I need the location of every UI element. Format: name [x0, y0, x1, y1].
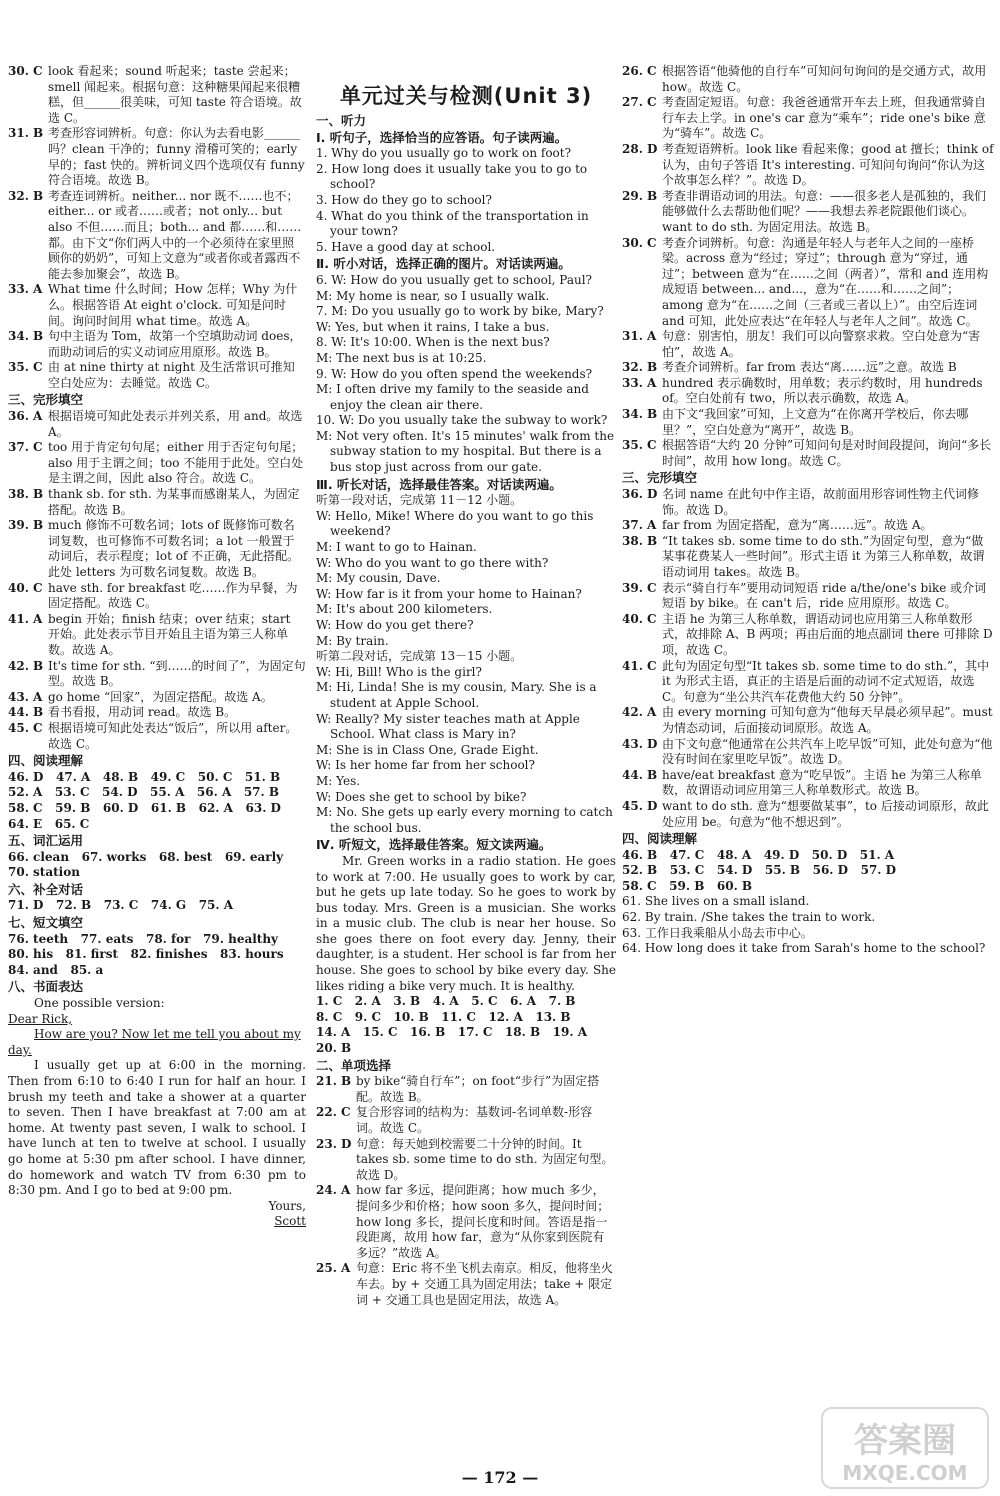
question-line: 1. Why do you usually go to work on foot? [316, 146, 572, 161]
answer-explanation: much 修饰不可数名词；lots of 既修饰可数名词复数，也可修饰不可数名词；a lot 一般置于动词后，表示程度；lot of 不正确，无此搭配。此处 letters 为可数名词复数。故选 B。 [48, 518, 300, 579]
section-heading-writing: 八、书面表达 [8, 979, 84, 995]
answer-item [622, 659, 994, 706]
listening-answers-3: 14. A 15. C 16. B 17. C 18. B 19. A [316, 1025, 588, 1040]
listening-answers-1: 1. C 2. A 3. B 4. A 5. C 6. A 7. B [316, 994, 576, 1009]
answer-item [8, 659, 306, 690]
answer-explanation: look 看起来；sound 听起来；taste 尝起来；smell 闻起来。根据句意：这种糖果闻起来很糟糕，但______很美味，可知 taste 符合语境。故选 C。 [48, 64, 302, 125]
section-heading-listening: 一、听力 [316, 113, 367, 128]
answer-item [622, 236, 994, 330]
answer-number: 37. A [622, 518, 657, 533]
answer-item [622, 329, 994, 360]
dialogue-line: M: My home is near, so I usually walk. [316, 288, 550, 303]
answer-number: 44. B [622, 767, 658, 782]
answer-item [622, 407, 994, 438]
column-left [8, 64, 306, 1230]
reading-answers [8, 770, 306, 832]
dialogue-line: M: The next bus is at 10:25. [316, 350, 487, 365]
question-line: 2. How long does it usually take you to go to school? [316, 161, 588, 192]
answer-number: 26. C [622, 64, 657, 78]
answer-explanation: 句中主语为 Tom，故第一个空填助动词 does，而助动词后的实义动词应用原形。故选 B。 [48, 329, 302, 359]
answer-item [622, 612, 994, 659]
dialogue-line: W: How do you get there? [316, 618, 474, 632]
dialogue-line: W: Is her home far from her school? [316, 758, 535, 773]
answer-item [8, 64, 306, 126]
dialogue-line: 10. W: Do you usually take the subway to work? [316, 413, 608, 428]
answer-number: 30. C [8, 64, 43, 78]
answer-item [8, 189, 306, 283]
answer-list-36-45 [8, 409, 306, 752]
page-number: — 172 — [461, 1468, 539, 1487]
answer-item [316, 1074, 616, 1105]
dialogue-line: W: Hi, Bill! Who is the girl? [316, 664, 482, 679]
answer-row: 52. A 53. C 54. D 55. A 56. A 57. B [8, 785, 280, 800]
dialogue-line: M: It's about 200 kilometers. [316, 602, 493, 617]
listening-part-3: Ⅲ. 听长对话，选择最佳答案。对话读两遍。 [316, 476, 562, 492]
answer-number: 33. A [8, 282, 43, 297]
answer-explanation: go home “回家”，为固定搭配。故选 A。 [48, 689, 273, 704]
vocab-answers [8, 850, 306, 881]
answer-item [8, 329, 306, 360]
text-answer-line: 64. How long does it take from Sarah's home to the school? [622, 941, 986, 956]
answer-item [622, 737, 994, 768]
answer-number: 40. C [622, 611, 657, 626]
section-heading-passage-fill: 七、短文填空 [8, 915, 84, 931]
dialogue-line: 6. W: How do you usually get to school, Paul? [316, 272, 592, 287]
answer-explanation: 考查固定短语。句意：我爸爸通常开车去上班，但我通常骑自行车去上学。in one's car 意为“乘车”；ride one's bike 意为“骑车”。故选 C。 [662, 95, 987, 141]
letter-opening: How are you? Now let me tell you about my day. [8, 1027, 301, 1057]
watermark-main: 答案圈 [854, 1421, 956, 1461]
answer-number: 28. D [622, 141, 658, 156]
text-answer-line: 63. 工作日我乘船从小岛去市中心。 [622, 925, 813, 940]
answer-list-21-25 [316, 1074, 616, 1308]
answer-row: 64. E 65. C [8, 816, 90, 831]
listening-short-dialogues [316, 273, 616, 476]
answer-explanation: too 用于肯定句句尾；either 用于否定句句尾；also 用于主谓之间；too 不能用于此处。空白处是主谓之间，因此 also 符合。故选 C。 [48, 440, 304, 486]
answer-explanation: 根据语境可知此处表示并列关系，用 and。故选 A。 [48, 409, 303, 439]
listening-answers-4: 20. B [316, 1041, 352, 1056]
section-heading-dialogue: 六、补全对话 [8, 881, 84, 897]
answer-item [622, 518, 994, 534]
dialogue-line: W: How far is it from your home to Hainan? [316, 586, 582, 601]
listening-answers-2: 8. C 9. C 10. B 11. C 12. A 13. B [316, 1009, 571, 1024]
answer-row: 46. B 47. C 48. A 49. D 50. D 51. A [622, 847, 895, 862]
answer-explanation: hundred 表示确数时，用单数；表示约数时，用 hundreds of。空白处前有 two，所以表示确数，故选 A。 [662, 375, 983, 406]
watermark-logo [820, 1404, 990, 1492]
dialogue-line: 9. W: How do you often spend the weekends? [316, 366, 593, 381]
column-right [622, 64, 994, 957]
answer-explanation: 考查介词辨析。句意：沟通是年轻人与老年人之间的一座桥梁。across 意为“经过；穿过”；through 意为“穿过，通过”；between 意为“在……之间（两者）”，常和 and 连用构成短语 between... and...，意为“在……和……之间”；among 意为“在……之间（三者或三者以上）”。由空后连词 and 可知，此处应表达“在年轻人与老年人之间”。故选 C。 [662, 235, 989, 328]
answer-number: 21. B [316, 1074, 352, 1089]
answer-explanation: begin 开始；finish 结束；over 结束；start 开始。此处表示节目开始且主语为第三人称单数。故选 A。 [48, 611, 291, 657]
answer-explanation: 名词 name 在此句中作主语，故前面用形容词性物主代词修饰。故选 D。 [662, 487, 979, 517]
answer-row: 76. teeth 77. eats 78. for 79. healthy [8, 931, 279, 946]
answer-row: 80. his 81. first 82. finishes 83. hours [8, 947, 284, 962]
dialogue-line: W: Who do you want to go there with? [316, 555, 549, 570]
dialogue-line: M: Yes. [316, 773, 361, 788]
answer-explanation: 根据语境可知此处表达“饭后”，所以用 after。故选 C。 [48, 720, 298, 751]
dialogue-answers [8, 898, 306, 914]
answer-item [8, 282, 306, 329]
section-heading-reading: 四、阅读理解 [8, 753, 84, 769]
answer-item [8, 612, 306, 659]
answer-number: 43. D [622, 736, 658, 751]
answer-explanation: 考查短语辨析。look like 看起来像；good at 擅长；think of 认为，由句子答语 It's interesting. 可知问句询问“你认为这个故事怎么样？”。故选 D。 [662, 141, 994, 188]
answer-number: 43. A [8, 689, 43, 704]
text-answer-line: 61. She lives on a small island. [622, 894, 810, 909]
answer-item [8, 581, 306, 612]
answer-number: 41. C [622, 658, 657, 673]
answer-explanation: 根据答语“大约 20 分钟”可知问句是对时间段提问，询问“多长时间”，故用 how long。故选 C。 [662, 438, 992, 468]
answer-item [622, 142, 994, 189]
answer-explanation: 考查介词辨析。far from 表达“离……远”之意。故选 B [662, 360, 957, 375]
column-middle [316, 82, 616, 1308]
section-heading-cloze: 三、完形填空 [8, 392, 84, 408]
dialogue-line: M: She is in Class One, Grade Eight. [316, 742, 539, 757]
answer-list-36-45-b [622, 487, 994, 830]
text-answer-line: 62. By train. /She takes the train to work. [622, 910, 876, 925]
answer-explanation: 看书看报，用动词 read。故选 B。 [48, 705, 237, 720]
answer-number: 32. B [8, 188, 44, 203]
answer-explanation: 根据答语“他骑他的自行车”可知问句询问的是交通方式，故用 how。故选 C。 [662, 64, 987, 94]
answer-item [316, 1261, 616, 1308]
answer-explanation: 复合形容词的结构为：基数词-名词单数-形容词。故选 C。 [356, 1105, 593, 1135]
answer-explanation: 句意：别害怕，朋友！我们可以向警察求救。空白处意为“害怕”，故选 A。 [662, 329, 981, 359]
answer-number: 36. D [622, 487, 658, 502]
answer-explanation: 句意：每天她到校需要二十分钟的时间。It takes sb. some time to do sth. 为固定句型。故选 D。 [356, 1136, 614, 1182]
answer-explanation: far from 为固定搭配，意为“离……远”。故选 A。 [662, 518, 933, 533]
answer-item [8, 721, 306, 752]
answer-row: 58. C 59. B 60. B [622, 878, 753, 893]
answer-row: 71. D 72. B 73. C 74. G 75. A [8, 898, 234, 913]
answer-item [8, 518, 306, 580]
answer-item [8, 487, 306, 518]
section-heading-cloze-2: 三、完形填空 [622, 470, 698, 486]
answer-item [622, 705, 994, 736]
answer-explanation: “It takes sb. some time to do sth.”为固定句型，意为“做某事花费某人一些时间”。形式主语 it 为第三人称单数，故谓语动词用 takes。故选 B。 [662, 533, 985, 579]
answer-explanation: 此句为固定句型“It takes sb. some time to do sth.”，其中 it 为形式主语，真正的主语是后面的动词不定式短语，故选 C。句意为“坐公共汽车花费他大约 50 分钟”。 [662, 658, 990, 704]
answer-explanation: 句意：Eric 将不坐飞机去南京。相反，他将坐火车去。by + 交通工具为固定用法；take + 限定词 + 交通工具也是固定用法，故选 A。 [356, 1261, 613, 1307]
answer-item [8, 126, 306, 188]
answer-item [316, 1137, 616, 1184]
answer-row: 84. and 85. a [8, 962, 104, 977]
answer-item [622, 189, 994, 236]
answer-number: 23. D [316, 1136, 352, 1151]
answer-explanation: have sth. for breakfast 吃……作为早餐，为固定搭配。故选 C。 [48, 580, 298, 611]
dialogue-2-instruction: 听第二段对话，完成第 13－15 小题。 [316, 649, 523, 664]
dialogue-line: M: I often drive my family to the seaside and enjoy the clean air there. [316, 382, 589, 412]
answer-explanation: how far 多远，提问距离；how much 多少，提问多少和价格；how soon 多久，提问时间；how long 多长，提问长度和时间。答语是指一段距离，故用 how far，意为“从你家到医院有多远？”故选 A。 [356, 1183, 610, 1260]
answer-row: 46. D 47. A 48. B 49. C 50. C 51. B [8, 769, 281, 784]
answer-number: 38. B [8, 487, 44, 502]
dialogue-line: M: By train. [316, 633, 389, 648]
answer-explanation: have/eat breakfast 意为“吃早饭”。主语 he 为第三人称单数，故谓语动词应用第三人称单数形式。故选 B。 [662, 767, 982, 798]
unit-title: 单元过关与检测(Unit 3) [339, 84, 593, 108]
dialogue-line: M: No. She gets up early every morning to catch the school bus. [316, 805, 613, 835]
dialogue-1-instruction: 听第一段对话，完成第 11－12 小题。 [316, 493, 523, 508]
answer-explanation: 由下文句意“他通常在公共汽车上吃早饭”可知，此处句意为“他没有时间在家里吃早饭”。故选 D。 [662, 736, 993, 767]
answer-item [622, 438, 994, 469]
answer-number: 38. B [622, 533, 658, 548]
dialogue-line: M: Not very often. It's 15 minutes' walk from the subway station to my hospital. But there is a bus stop just across from our gate. [316, 428, 615, 475]
answer-explanation: 主语 he 为第三人称单数，谓语动词也应用第三人称单数形式，故排除 A、B 两项；再由后面的地点副词 there 可排除 D 项，故选 C。 [662, 611, 993, 657]
reading-answers-2 [622, 848, 994, 895]
dialogue-line: W: Yes, but when it rains, I take a bus. [316, 319, 550, 334]
reading-text-answers [622, 894, 994, 956]
dialogue-line: 8. W: It's 10:00. When is the next bus? [316, 335, 550, 350]
answer-number: 42. B [8, 658, 44, 673]
answer-item [8, 409, 306, 440]
answer-item [622, 376, 994, 407]
letter-signature: Scott [274, 1214, 306, 1229]
listening-part-1: Ⅰ. 听句子，选择恰当的应答语。句子读两遍。 [316, 129, 568, 145]
answer-item [622, 487, 994, 518]
dialogue-line: W: Hello, Mike! Where do you want to go this weekend? [316, 508, 594, 539]
answer-number: 24. A [316, 1183, 351, 1198]
answer-item [622, 581, 994, 612]
listening-part-4: Ⅳ. 听短文，选择最佳答案。短文读两遍。 [316, 837, 552, 853]
answer-item [622, 360, 994, 376]
answer-number: 29. B [622, 188, 658, 203]
answer-item [8, 440, 306, 487]
answer-number: 40. C [8, 580, 43, 595]
dialogue-line: 7. M: Do you usually go to work by bike, Mary? [316, 304, 604, 319]
listening-part-2: Ⅱ. 听小对话，选择正确的图片。对话读两遍。 [316, 256, 571, 272]
answer-number: 39. B [8, 518, 44, 533]
answer-number: 31. B [8, 126, 44, 141]
answer-explanation: 表示“骑自行车”要用动词短语 ride a/the/one's bike 或介词短语 by bike。在 can't 后，ride 应用原形。故选 C。 [662, 580, 987, 611]
passage-fill-answers [8, 932, 306, 979]
dialogue-line: M: Hi, Linda! She is my cousin, Mary. She is a student at Apple School. [316, 680, 597, 710]
answer-explanation: It's time for sth. “到……的时间了”，为固定句型。故选 B。 [48, 658, 306, 689]
answer-item [316, 1183, 616, 1261]
answer-number: 45. D [622, 798, 658, 813]
answer-explanation: 由下文“我回家”可知，上文意为“在你离开学校后，你去哪里？”，空白处意为“离开”，故选 B。 [662, 407, 969, 437]
answer-number: 45. C [8, 720, 43, 735]
letter-closing: Yours, [268, 1198, 306, 1213]
answer-item [622, 799, 994, 830]
answer-explanation: 考查非谓语动词的用法。句意：——很多老人是孤独的，我们能够做什么去帮助他们呢？——我想去养老院跟他们谈心。want to do sth. 为固定用法。故选 B。 [662, 188, 987, 234]
answer-item [8, 705, 306, 721]
answer-number: 34. B [622, 407, 658, 422]
answer-explanation: thank sb. for sth. 为某事而感谢某人，为固定搭配。故选 B。 [48, 487, 300, 517]
answer-explanation: What time 什么时间；How 怎样；Why 为什么。根据答语 At eight o'clock. 可知是问时间。询问时间用 what time。故选 A。 [48, 282, 298, 328]
answer-explanation: 考查形容词辨析。句意：你认为去看电影______吗？clean 干净的；funny 滑稽可笑的；early 早的；fast 快的。辨析词义四个选项仅有 funny 符合语境。故选 B。 [48, 126, 305, 188]
answer-number: 39. C [622, 580, 657, 595]
version-label: One possible version: [34, 996, 165, 1011]
answer-item [8, 690, 306, 706]
answer-row: 70. station [8, 865, 80, 880]
dialogue-line: M: My cousin, Dave. [316, 571, 441, 586]
answer-row: 58. C 59. B 60. D 61. B 62. A 63. D [8, 800, 281, 815]
dialogue-1 [316, 509, 616, 649]
dialogue-line: W: Really? My sister teaches math at Apple School. What class is Mary in? [316, 711, 580, 742]
letter-body: I usually get up at 6:00 in the morning. Then from 6:10 to 6:40 I run for half an hour. I brush my teeth and take a shower at a quarter to seven. Then I have breakfast at 7:00 am at home. At twenty past seven, I walk to school. I have lunch at ten to twelve at school. I usually go home at 5:30 pm after school. I have dinner, do homework and watch TV from 6:30 pm to 8:30 pm. And I go to bed at 9:00 pm. [8, 1058, 306, 1198]
answer-number: 27. C [622, 95, 657, 110]
answer-number: 42. A [622, 705, 657, 720]
answer-list-30-35 [8, 64, 306, 391]
answer-item [622, 95, 994, 142]
answer-row: 66. clean 67. works 68. best 69. early [8, 849, 284, 864]
answer-number: 35. C [622, 438, 657, 453]
answer-number: 41. A [8, 611, 43, 626]
answer-explanation: want to do sth. 意为“想要做某事”，to 后接动词原形，故此处应用 be。句意为“他不想迟到”。 [662, 798, 989, 829]
answer-number: 37. C [8, 440, 43, 455]
dialogue-2 [316, 665, 616, 837]
answer-number: 22. C [316, 1105, 351, 1120]
dialogue-line: W: Does she get to school by bike? [316, 789, 527, 804]
dialogue-line: M: I want to go to Hainan. [316, 540, 477, 555]
answer-number: 33. A [622, 375, 657, 390]
answer-number: 35. C [8, 360, 43, 375]
answer-list-26-35 [622, 64, 994, 469]
section-heading-single-choice: 二、单项选择 [316, 1057, 392, 1073]
answer-number: 34. B [8, 329, 44, 344]
answer-explanation: 由 at nine thirty at night 及生活常识可推知空白处应为：去睡觉。故选 C。 [48, 360, 295, 390]
answer-item [8, 360, 306, 391]
question-line: 3. How do they go to school? [316, 192, 492, 207]
answer-number: 32. B [622, 360, 658, 375]
answer-row: 52. B 53. C 54. D 55. B 56. D 57. D [622, 863, 897, 878]
letter-greeting: Dear Rick, [8, 1011, 73, 1026]
answer-number: 30. C [622, 235, 657, 250]
answer-item [622, 64, 994, 95]
answer-item [622, 534, 994, 581]
watermark-site: MXQE.COM [842, 1461, 968, 1485]
answer-item [622, 768, 994, 799]
listening-passage: Mr. Green works in a radio station. He goes to work at 7:00. He usually goes to work by car, but he gets up late today. So he goes to work by bus today. Mrs. Green is a musician. She works in a music club. The club is near her house. So she goes there on foot every day. Jenny, their daughter, is a student. Her school is far from her house. She goes to school by bike every day. She likes riding a bike very much. It is healthy. [316, 853, 616, 993]
question-line: 5. Have a good day at school. [316, 239, 496, 254]
section-heading-reading-2: 四、阅读理解 [622, 831, 698, 847]
answer-explanation: 考查连词辨析。neither... nor 既不……也不；either... or 或者……或者；not only... but also 不但……而且；both... and 都……和……都。由下文“你们两人中的一个必须待在家里照顾你的奶奶”，可知上文意为“或者你或者露西不能去参加聚会”，故选 B。 [48, 188, 302, 281]
answer-explanation: 由 every morning 可知句意为“他每天早晨必须早起”。must 为情态动词，后面接动词原形。故选 A。 [662, 705, 993, 735]
section-heading-vocab: 五、词汇运用 [8, 833, 84, 849]
answer-number: 44. B [8, 705, 44, 720]
answer-number: 31. A [622, 329, 657, 344]
answer-explanation: by bike“骑自行车”；on foot“步行”为固定搭配。故选 B。 [356, 1074, 600, 1104]
listening-sentences [316, 146, 616, 255]
question-line: 4. What do you think of the transportation in your town? [316, 208, 589, 239]
answer-item [316, 1105, 616, 1136]
answer-number: 25. A [316, 1261, 351, 1276]
answer-number: 36. A [8, 409, 43, 424]
